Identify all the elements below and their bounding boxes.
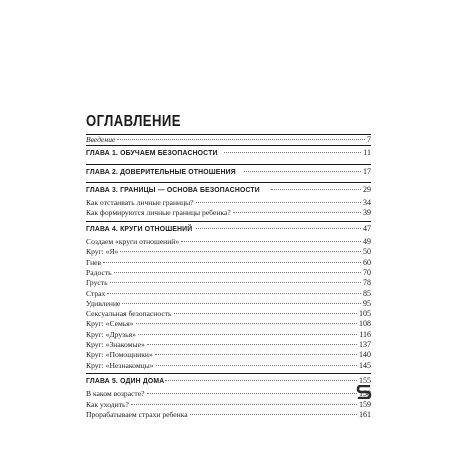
toc-entry-label: Круг: «Я» [86,247,119,257]
chapter-group [86,183,371,221]
dot-leader [114,272,361,273]
dot-leader [110,282,361,283]
toc-chapter-2[interactable] [86,165,371,180]
toc-entry-page: 50 [363,247,371,257]
dot-leader [117,139,365,140]
toc-entry-page: 7 [367,135,371,144]
toc-entry-page: 158 [359,389,371,399]
toc-entry-page: 34 [363,198,371,208]
toc-entry-page: 78 [363,278,371,288]
toc-entry-intro[interactable] [86,135,371,145]
toc-chapter-label: ГЛАВА 4. КРУГИ ОТНОШЕНИЙ [86,223,193,233]
dot-leader [174,313,358,314]
toc-chapter-page: 29 [363,184,371,194]
toc-entry-label: Создаем «круги отношений» [86,237,180,247]
toc-entry-page: 159 [359,399,371,409]
chapter-group [86,146,371,163]
toc-entry-page: 60 [363,257,371,267]
toc-entry[interactable] [86,289,371,299]
toc-entry-label: Круг: «Знакомые» [86,340,145,350]
toc-entry[interactable] [86,330,371,340]
dot-leader [120,251,361,252]
toc-entry[interactable] [86,389,371,399]
toc-entry[interactable] [86,319,371,329]
toc-entry-label: Как уходить? [86,399,129,409]
dot-leader [155,354,357,355]
toc-chapter-page: 17 [363,166,371,176]
toc-entry[interactable] [86,198,371,208]
toc-chapter-label: ГЛАВА 5. ОДИН ДОМА [86,375,165,385]
toc-entry-page: 85 [363,288,371,298]
toc-entry-label: В каком возрасте? [86,389,145,399]
toc-entry-page: 140 [359,350,371,360]
toc-chapter-page: 47 [363,223,371,233]
page-title: ОГЛАВЛЕНИЕ [86,113,181,130]
toc-chapter-page: 11 [363,148,371,158]
dot-leader [190,414,357,415]
toc-entry-label: Как отстаивать личные границы? [86,198,194,208]
toc-chapter-label: ГЛАВА 3. ГРАНИЦЫ — ОСНОВА БЕЗОПАСНОСТИ [86,184,260,194]
toc-entry[interactable] [86,340,371,350]
toc-entry[interactable] [86,268,371,278]
toc-entry-label: Круг: «Помощники» [86,350,153,360]
toc-entry-page: 145 [359,360,371,370]
toc-entry-page: 105 [359,309,371,319]
toc-entry-page: 137 [359,340,371,350]
dot-leader [122,303,361,304]
toc-entry[interactable] [86,400,371,410]
dot-leader [138,334,357,335]
toc-entry[interactable] [86,208,371,218]
toc-entry-page: 70 [363,267,371,277]
toc-entry-label: Круг: «Незнакомцы» [86,360,154,370]
publisher-s-logo-icon [356,385,372,399]
toc-chapter-5[interactable] [86,374,371,389]
toc-chapter-3[interactable] [86,183,371,198]
dot-leader [224,152,361,153]
dot-leader [196,228,361,229]
dot-leader [103,262,361,263]
toc-entry-page: 39 [363,208,371,218]
toc-entry-label: Введение [86,135,116,144]
chapter-group [86,165,371,182]
toc-entry[interactable] [86,350,371,360]
dot-leader [136,323,357,324]
toc-chapter-4[interactable] [86,222,371,237]
toc-entry-label: Радость [86,267,112,277]
dot-leader [271,189,361,190]
toc-chapter-page: 155 [359,375,371,385]
toc-entry[interactable] [86,237,371,247]
dot-leader [165,380,357,381]
toc-entry-label: Гнев [86,257,102,267]
toc-entry-page: 49 [363,237,371,247]
toc-entry[interactable] [86,278,371,288]
toc-entry-page: 161 [359,409,371,419]
dot-leader [196,202,361,203]
toc-entry-label: Круг: «Семья» [86,319,134,329]
dot-leader [107,293,361,294]
dot-leader [147,344,357,345]
toc-entry-page: 108 [359,319,371,329]
toc-entry-page: 116 [359,329,371,339]
chapter-group [86,222,371,373]
dot-leader [131,404,357,405]
toc-chapter-1[interactable] [86,146,371,161]
toc-entry-label: Круг: «Друзья» [86,329,136,339]
toc-entry-label: Удивление [86,298,121,308]
dot-leader [156,365,357,366]
dot-leader [181,241,361,242]
toc-entry-label: Страх [86,288,106,298]
toc-entry[interactable] [86,361,371,371]
toc-entry[interactable] [86,410,371,420]
toc-entry-page: 95 [363,298,371,308]
toc-entry-label: Как формируются личные границы ребенка? [86,208,231,218]
dot-leader [244,171,361,172]
toc-entry[interactable] [86,309,371,319]
dot-leader [147,393,358,394]
toc-entry[interactable] [86,247,371,257]
toc-chapter-label: ГЛАВА 1. ОБУЧАЕМ БЕЗОПАСНОСТИ [86,148,218,158]
toc-chapter-label: ГЛАВА 2. ДОВЕРИТЕЛЬНЫЕ ОТНОШЕНИЯ [86,166,236,176]
toc-entry[interactable] [86,299,371,309]
dot-leader [233,212,361,213]
toc-entry-label: Сексуальная безопасность [86,309,172,319]
toc-entry-label: Грусть [86,278,108,288]
toc-entry-label: Прорабатываем страхи ребенка [86,409,188,419]
table-of-contents [86,134,371,422]
toc-entry[interactable] [86,258,371,268]
chapter-group [86,374,371,422]
